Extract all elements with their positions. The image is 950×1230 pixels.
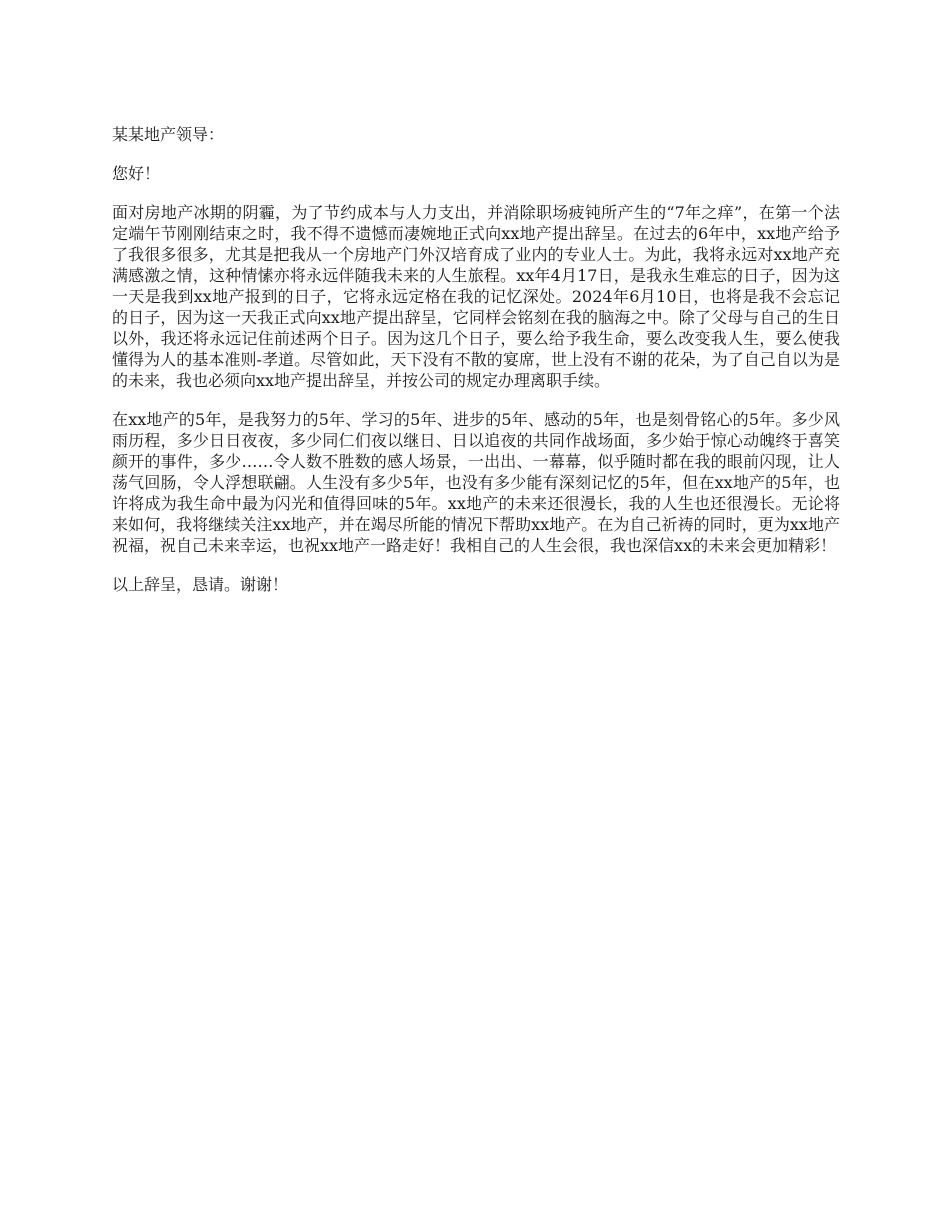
- letter-paragraph-2: 在xx地产的5年，是我努力的5年、学习的5年、进步的5年、感动的5年，也是刻骨铭心的5年。多少风雨历程，多少日日夜夜，多少同仁们夜以继日、日以追夜的共同作战场面，多少始于惊心动魄终于喜笑颜开的事件，多少……令人数不胜数的感人场景，一出出、一幕幕，似乎随时都在我的眼前闪现，让人荡气回肠，令人浮想联翩。人生没有多少5年，也没有多少能有深刻记忆的5年，但在xx地产的5年，也许将成为我生命中最为闪光和值得回味的5年。xx地产的未来还很漫长，我的人生也还很漫长。无论将来如何，我将继续关注xx地产，并在竭尽所能的情况下帮助xx地产。在为自己祈祷的同时，更为xx地产祝福，祝自己未来幸运，也祝xx地产一路走好！我相自己的人生会很，我也深信xx的未来会更加精彩！: [112, 410, 840, 555]
- letter-salutation: 某某地产领导：: [112, 125, 225, 144]
- letter-closing: 以上辞呈，恳请。谢谢！: [112, 575, 289, 594]
- letter-greeting: 您好！: [112, 164, 161, 183]
- letter-body: [112, 124, 840, 613]
- letter-paragraph-1: 面对房地产冰期的阴霾，为了节约成本与人力支出，并消除职场疲钝所产生的“7年之痒”，在第一个法定端午节刚刚结束之时，我不得不遗憾而凄婉地正式向xx地产提出辞呈。在过去的6年中，xx地产给予了我很多很多，尤其是把我从一个房地产门外汉培育成了业内的专业人士。为此，我将永远对xx地产充满感激之情，这种情愫亦将永远伴随我未来的人生旅程。xx年4月17日，是我永生难忘的日子，因为这一天是我到xx地产报到的日子，它将永远定格在我的记忆深处。2024年6月10日，也将是我不会忘记的日子，因为这一天我正式向xx地产提出辞呈，它同样会铭刻在我的脑海之中。除了父母与自己的生日以外，我还将永远记住前述两个日子。因为这几个日子，要么给予我生命，要么改变我人生，要么使我懂得为人的基本准则-孝道。尽管如此，天下没有不散的宴席，世上没有不谢的花朵，为了自己自以为是的未来，我也必须向xx地产提出辞呈，并按公司的规定办理离职手续。: [112, 203, 840, 390]
